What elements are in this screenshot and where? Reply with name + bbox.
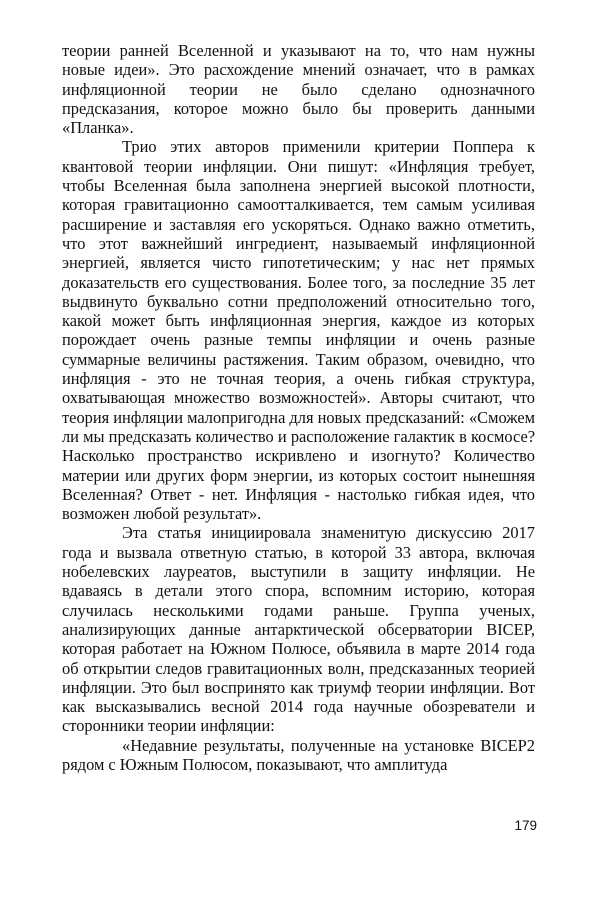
- paragraph-4: «Недавние результаты, полученные на установке BICEP2 рядом с Южным Полюсом, показывают, что амплитуда: [62, 735, 535, 774]
- page-text-body: [62, 41, 535, 774]
- paragraph-3: Эта статья инициировала знаменитую дискуссию 2017 года и вызвала ответную статью, в которой 33 автора, включая нобелевских лауреатов, выступили в защиту инфляции. Не вдаваясь в детали этого спора, вспомним историю, которая случилась несколькими годами раньше. Группа ученых, анализирующих данные антарктической обсерватории BICEP, которая работает на Южном Полюсе, объявила в марте 2014 года об открытии следов гравитационных волн, предсказанных теорией инфляции. Это был воспринято как триумф теории инфляции. Вот как высказывались весной 2014 года научные обозреватели и сторонники теории инфляции:: [62, 523, 535, 736]
- paragraph-1: теории ранней Вселенной и указывают на то, что нам нужны новые идеи». Это расхождение мнений означает, что в рамках инфляционной теории не было сделано однозначного предсказания, которое можно было бы проверить данными «Планка».: [62, 41, 535, 138]
- paragraph-2: Трио этих авторов применили критерии Поппера к квантовой теории инфляции. Они пишут: «Инфляция требует, чтобы Вселенная была заполнена энергией высокой плотности, которая гравитационно самоотталкивается, тем самым усиливая расширение и заставляя его ускоряться. Однако важно отметить, что этот важнейший ингредиент, называемый инфляционной энергией, является чисто гипотетическим; у нас нет прямых доказательств его существования. Более того, за последние 35 лет выдвинуто буквально сотни предположений относительно того, какой может быть инфляционная энергия, каждое из которых порождает очень разные темпы инфляции и очень разные суммарные величины растяжения. Таким образом, очевидно, что инфляция - это не точная теория, а очень гибкая структура, охватывающая множество возможностей». Авторы считают, что теория инфляции малопригодна для новых предсказаний: «Сможем ли мы предсказать количество и расположение галактик в космосе? Насколько пространство искривлено и изогнуто? Количество материи или других форм энергии, из которых состоит нынешняя Вселенная? Ответ - нет. Инфляция - настолько гибкая идея, что возможен любой результат».: [62, 137, 535, 524]
- page-number: 179: [514, 818, 537, 833]
